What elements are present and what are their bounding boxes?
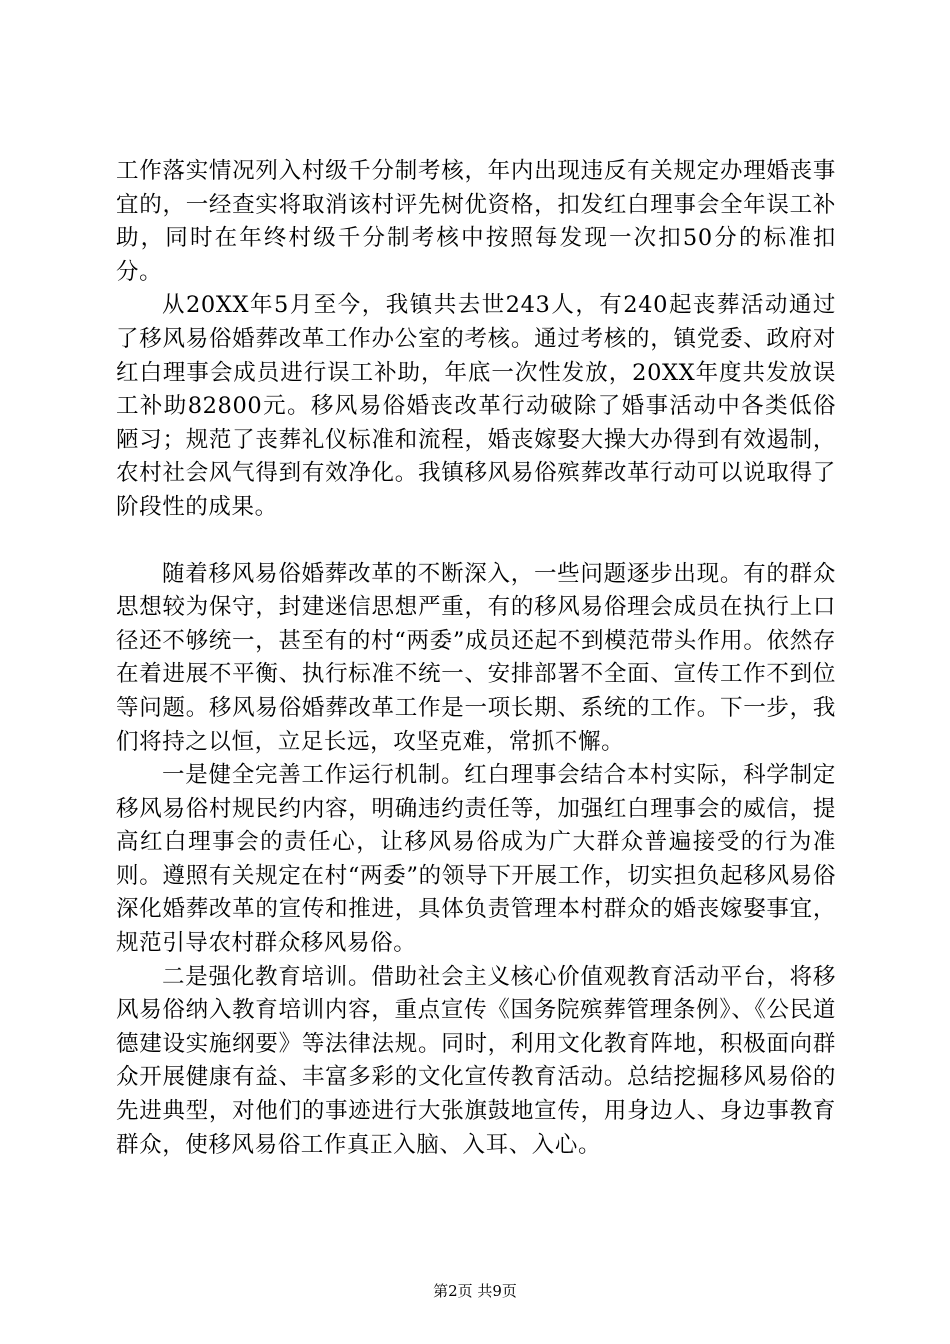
paragraph-results: 从20XX年5月至今，我镇共去世243人，有240起丧葬活动通过了移风易俗婚葬改革工作办公室的考核。通过考核的，镇党委、政府对红白理事会成员进行误工补助，年底一次性发放，20XX年度共发放误工补助82800元。移风易俗婚丧改革行动破除了婚事活动中各类低俗陋习；规范了丧葬礼仪标准和流程，婚丧嫁娶大操大办得到有效遏制，农村社会风气得到有效净化。我镇移风易俗殡葬改革行动可以说取得了阶段性的成果。	[116, 292, 836, 520]
paragraph-measure-one: 一是健全完善工作运行机制。红白理事会结合本村实际，科学制定移风易俗村规民约内容，明确违约责任等，加强红白理事会的威信，提高红白理事会的责任心，让移风易俗成为广大群众普遍接受的行为准则。遵照有关规定在村“两委”的领导下开展工作，切实担负起移风易俗深化婚葬改革的宣传和推进，具体负责管理本村群众的婚丧嫁娶事宜，规范引导农村群众移风易俗。	[116, 762, 836, 957]
page-number-footer: 第2页 共9页	[433, 1282, 517, 1300]
paragraph-problems: 随着移风易俗婚葬改革的不断深入，一些问题逐步出现。有的群众思想较为保守，封建迷信思想严重，有的移风易俗理会成员在执行上口径还不够统一，甚至有的村“两委”成员还起不到模范带头作用。依然存在着进展不平衡、执行标准不统一、安排部署不全面、宣传工作不到位等问题。移风易俗婚葬改革工作是一项长期、系统的工作。下一步，我们将持之以恒，立足长远，攻坚克难，常抓不懈。	[116, 560, 836, 755]
paragraph-continuation: 工作落实情况列入村级千分制考核，年内出现违反有关规定办理婚丧事宜的，一经查实将取消该村评先树优资格，扣发红白理事会全年误工补助，同时在年终村级千分制考核中按照每发现一次扣50分的标准扣分。	[116, 158, 836, 285]
body-text	[116, 155, 836, 1162]
paragraph-measure-two: 二是强化教育培训。借助社会主义核心价值观教育活动平台，将移风易俗纳入教育培训内容，重点宣传《国务院殡葬管理条例》、《公民道德建设实施纲要》等法律法规。同时，利用文化教育阵地，积极面向群众开展健康有益、丰富多彩的文化宣传教育活动。总结挖掘移风易俗的先进典型，对他们的事迹进行大张旗鼓地宣传，用身边人、身边事教育群众，使移风易俗工作真正入脑、入耳、入心。	[116, 963, 836, 1158]
